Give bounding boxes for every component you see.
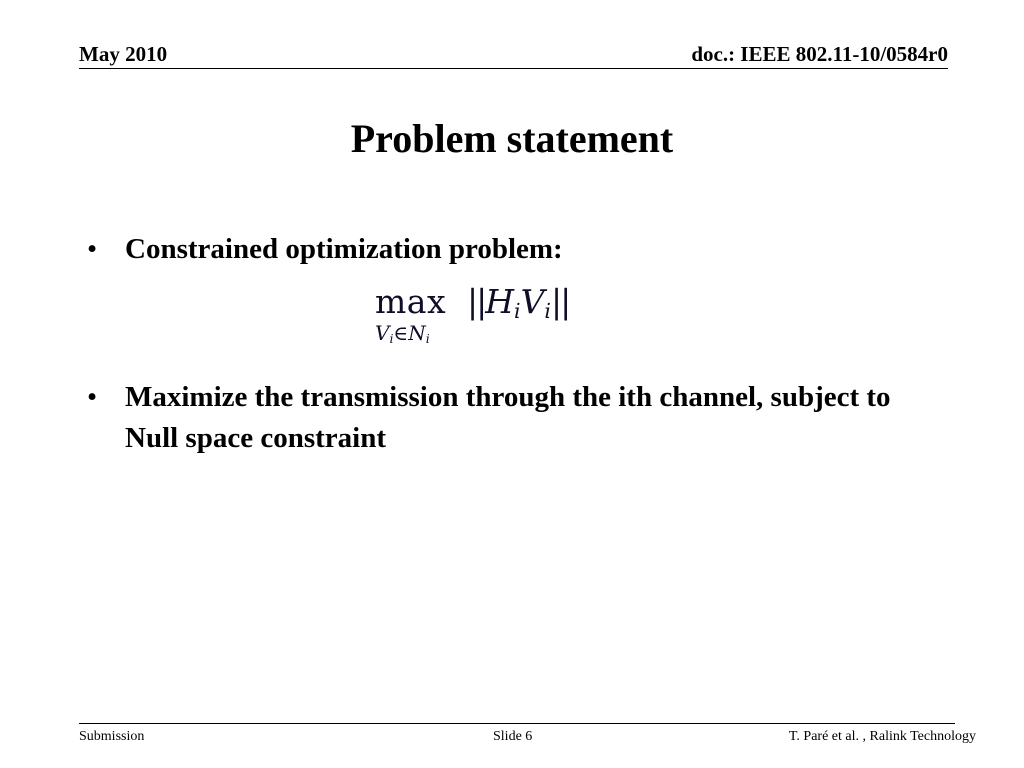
bullet-text: Constrained optimization problem: (125, 233, 563, 265)
bullet-item-1 (87, 229, 917, 270)
formula-norm-open: || (467, 282, 486, 321)
bullet-text: Maximize the transmission through the ith channel, subject to Null space constraint (125, 381, 891, 454)
bullet-item-2 (87, 377, 917, 459)
bullet-marker: • (87, 233, 98, 265)
bullet-marker: • (87, 381, 98, 413)
header-date: May 2010 (79, 42, 168, 66)
footer-slide-number: Slide 6 (493, 729, 533, 744)
header-doc-id: doc.: IEEE 802.11-10/0584r0 (691, 42, 948, 66)
footer-authors: T. Paré et al. , Ralink Technology (788, 729, 976, 744)
header-divider (79, 68, 948, 69)
formula-constraint-set-sub: i (425, 331, 430, 347)
formula-constraint-set: N (408, 321, 426, 345)
formula-v-symbol: V (520, 282, 545, 321)
formula-constraint (375, 320, 430, 352)
footer-divider (79, 723, 955, 724)
formula-image (372, 282, 594, 354)
formula-expression (467, 282, 569, 331)
formula-constraint-sub: i (389, 331, 394, 347)
footer-submission: Submission (79, 729, 145, 744)
formula-operator: max (375, 282, 447, 321)
formula-h-sub: i (514, 299, 521, 324)
slide-title: Problem statement (350, 116, 674, 161)
formula-element-of: ∈ (393, 321, 409, 345)
formula-norm-close: || (550, 282, 570, 321)
formula-constraint-var: V (375, 321, 390, 345)
formula-h-symbol: H (485, 282, 515, 321)
formula-v-sub: i (544, 299, 551, 324)
